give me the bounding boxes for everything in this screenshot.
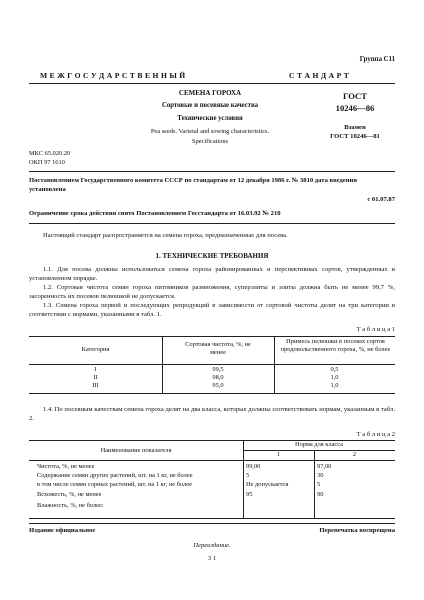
table2-row-1-name: Чистота, %, не менее xyxy=(37,463,95,470)
date-from: с 01.07.87 xyxy=(367,196,395,203)
title-conditions: Технические условия xyxy=(177,115,243,122)
table2-row-2-class-1: 5 xyxy=(246,472,250,479)
table2-row-4-class-1: 95 xyxy=(246,491,253,498)
table1-row-1-category: I xyxy=(94,366,97,373)
section-heading: 1. ТЕХНИЧЕСКИЕ ТРЕБОВАНИЯ xyxy=(155,252,269,260)
table1-bottom-rule xyxy=(29,393,395,394)
table1-header-purity: Сортовая чистота, %, не менее xyxy=(185,341,251,356)
footer-rule xyxy=(29,523,395,524)
table2-header-name: Наименование показателя xyxy=(100,447,172,454)
group-code: Группа С11 xyxy=(359,56,395,63)
table1-row-3-admixture: 1,0 xyxy=(330,382,339,389)
decree-rule xyxy=(29,223,395,224)
table2-row-3-class-2: 5 xyxy=(317,481,321,488)
replaces-label: Взамен xyxy=(344,124,366,131)
table1-row-2-purity: 98,0 xyxy=(212,374,224,381)
table2-header-class-1: 1 xyxy=(276,451,281,458)
paragraph-1-4: 1.4. По посевным качествам семена гороха делят на два класса, которые должны соответствовать нормам, указанным в табл. 2. xyxy=(29,406,395,422)
banner-right: С Т А Н Д А Р Т xyxy=(289,71,350,80)
table2-row-3-class-1: Не допускается xyxy=(246,481,289,488)
footer-official: Издание официальное xyxy=(29,527,96,534)
banner-rule xyxy=(29,83,395,84)
footer-no-reprint: Перепечатка воспрещена xyxy=(319,527,395,534)
table1-row-1-admixture: 0,5 xyxy=(330,366,339,373)
okp-code: ОКП 97 1610 xyxy=(29,159,65,166)
title-english-2: Specifications xyxy=(191,138,229,145)
table1-header-rule xyxy=(29,364,395,365)
footer-reprint-note: Переиздание. xyxy=(193,542,231,549)
table2-row-4-class-2: 90 xyxy=(317,491,324,498)
replaces-standard: ГОСТ 10246—81 xyxy=(330,133,380,140)
paragraph-1-2: 1.2. Сортовая чистота семян гороха питомников размножения, суперэлиты и элиты должна быть не менее 99,7 %, засоренность их посевов пелюшкой не допускается. xyxy=(29,284,395,300)
title-sub: Сортовые и посевные качества xyxy=(161,102,259,109)
table1-row-3-category: III xyxy=(92,382,99,389)
table1-row-3-purity: 95,0 xyxy=(212,382,224,389)
paragraph-1-3: 1.3. Семена гороха первой и последующих репродукций в зависимости от сортовой чистоты делят на три категории в соответствии с нормами, указанными в табл. 1. xyxy=(29,302,395,318)
gost-code: ГОСТ xyxy=(343,91,367,101)
decree: Постановлением Государственного комитета СССР по стандартам от 12 декабря 1986 г. № 3810 дата введения установлена xyxy=(29,177,357,193)
table1-row-2-category: II xyxy=(93,374,98,381)
table1-top-rule xyxy=(29,336,395,337)
table2-row-4-name: Всхожесть, %, не менее xyxy=(37,491,102,498)
table2-header-class-2: 2 xyxy=(352,451,357,458)
title-main: СЕМЕНА ГОРОХА xyxy=(178,89,242,97)
table2-header-norm: Норма для класса xyxy=(294,441,344,448)
title-rule xyxy=(29,171,395,172)
gost-number: 10246—86 xyxy=(335,103,375,113)
banner-left: М Е Ж Г О С У Д А Р С Т В Е Н Н Ы Й xyxy=(40,71,186,80)
paragraph-1-1: 1.1. Для посева должны использоваться семена гороха районированных и перспективных сортов, утвержденных в установленном порядке. xyxy=(29,266,395,282)
limit-note: Ограничение срока действия снято Постановлением Госстандарта от 16.03.92 № 210 xyxy=(29,210,281,217)
table2-row-2-class-2: 30 xyxy=(317,472,324,479)
table1-header-admixture: Примесь пелюшки в посевах сортов продовольственного гороха, %, не более xyxy=(280,338,391,353)
table2-row-1-class-1: 99,00 xyxy=(246,463,261,470)
table1-row-1-purity: 99,5 xyxy=(212,366,224,373)
page-number: 3 1 xyxy=(207,555,217,562)
table2-divider-2 xyxy=(314,450,315,518)
table2-row-1-class-2: 97,00 xyxy=(317,463,332,470)
intro-paragraph: Настоящий стандарт распространяется на семена гороха, предназначенные для посева. xyxy=(43,232,288,239)
table1-header-category: Категория xyxy=(81,346,110,353)
table1-row-2-admixture: 1,0 xyxy=(330,374,339,381)
table2-row-2-name: Содержание семян других растений, шт. на 1 кг, не более xyxy=(37,472,193,479)
table2-header-rule xyxy=(29,460,395,461)
table1-label: Т а б л и ц а 1 xyxy=(356,326,395,333)
table2-row-3-name: в том числе семян сорных растений, шт. на 1 кг, не более xyxy=(37,481,192,488)
mks-code: МКС 65.020.20 xyxy=(29,150,71,157)
table2-label: Т а б л и ц а 2 xyxy=(356,431,395,438)
table2-bottom-rule xyxy=(29,518,395,519)
table2-row-5-name: Влажность, %, не более: xyxy=(37,502,104,509)
title-english-1: Pea seeds. Varietal and sowing characteristics. xyxy=(150,128,270,135)
